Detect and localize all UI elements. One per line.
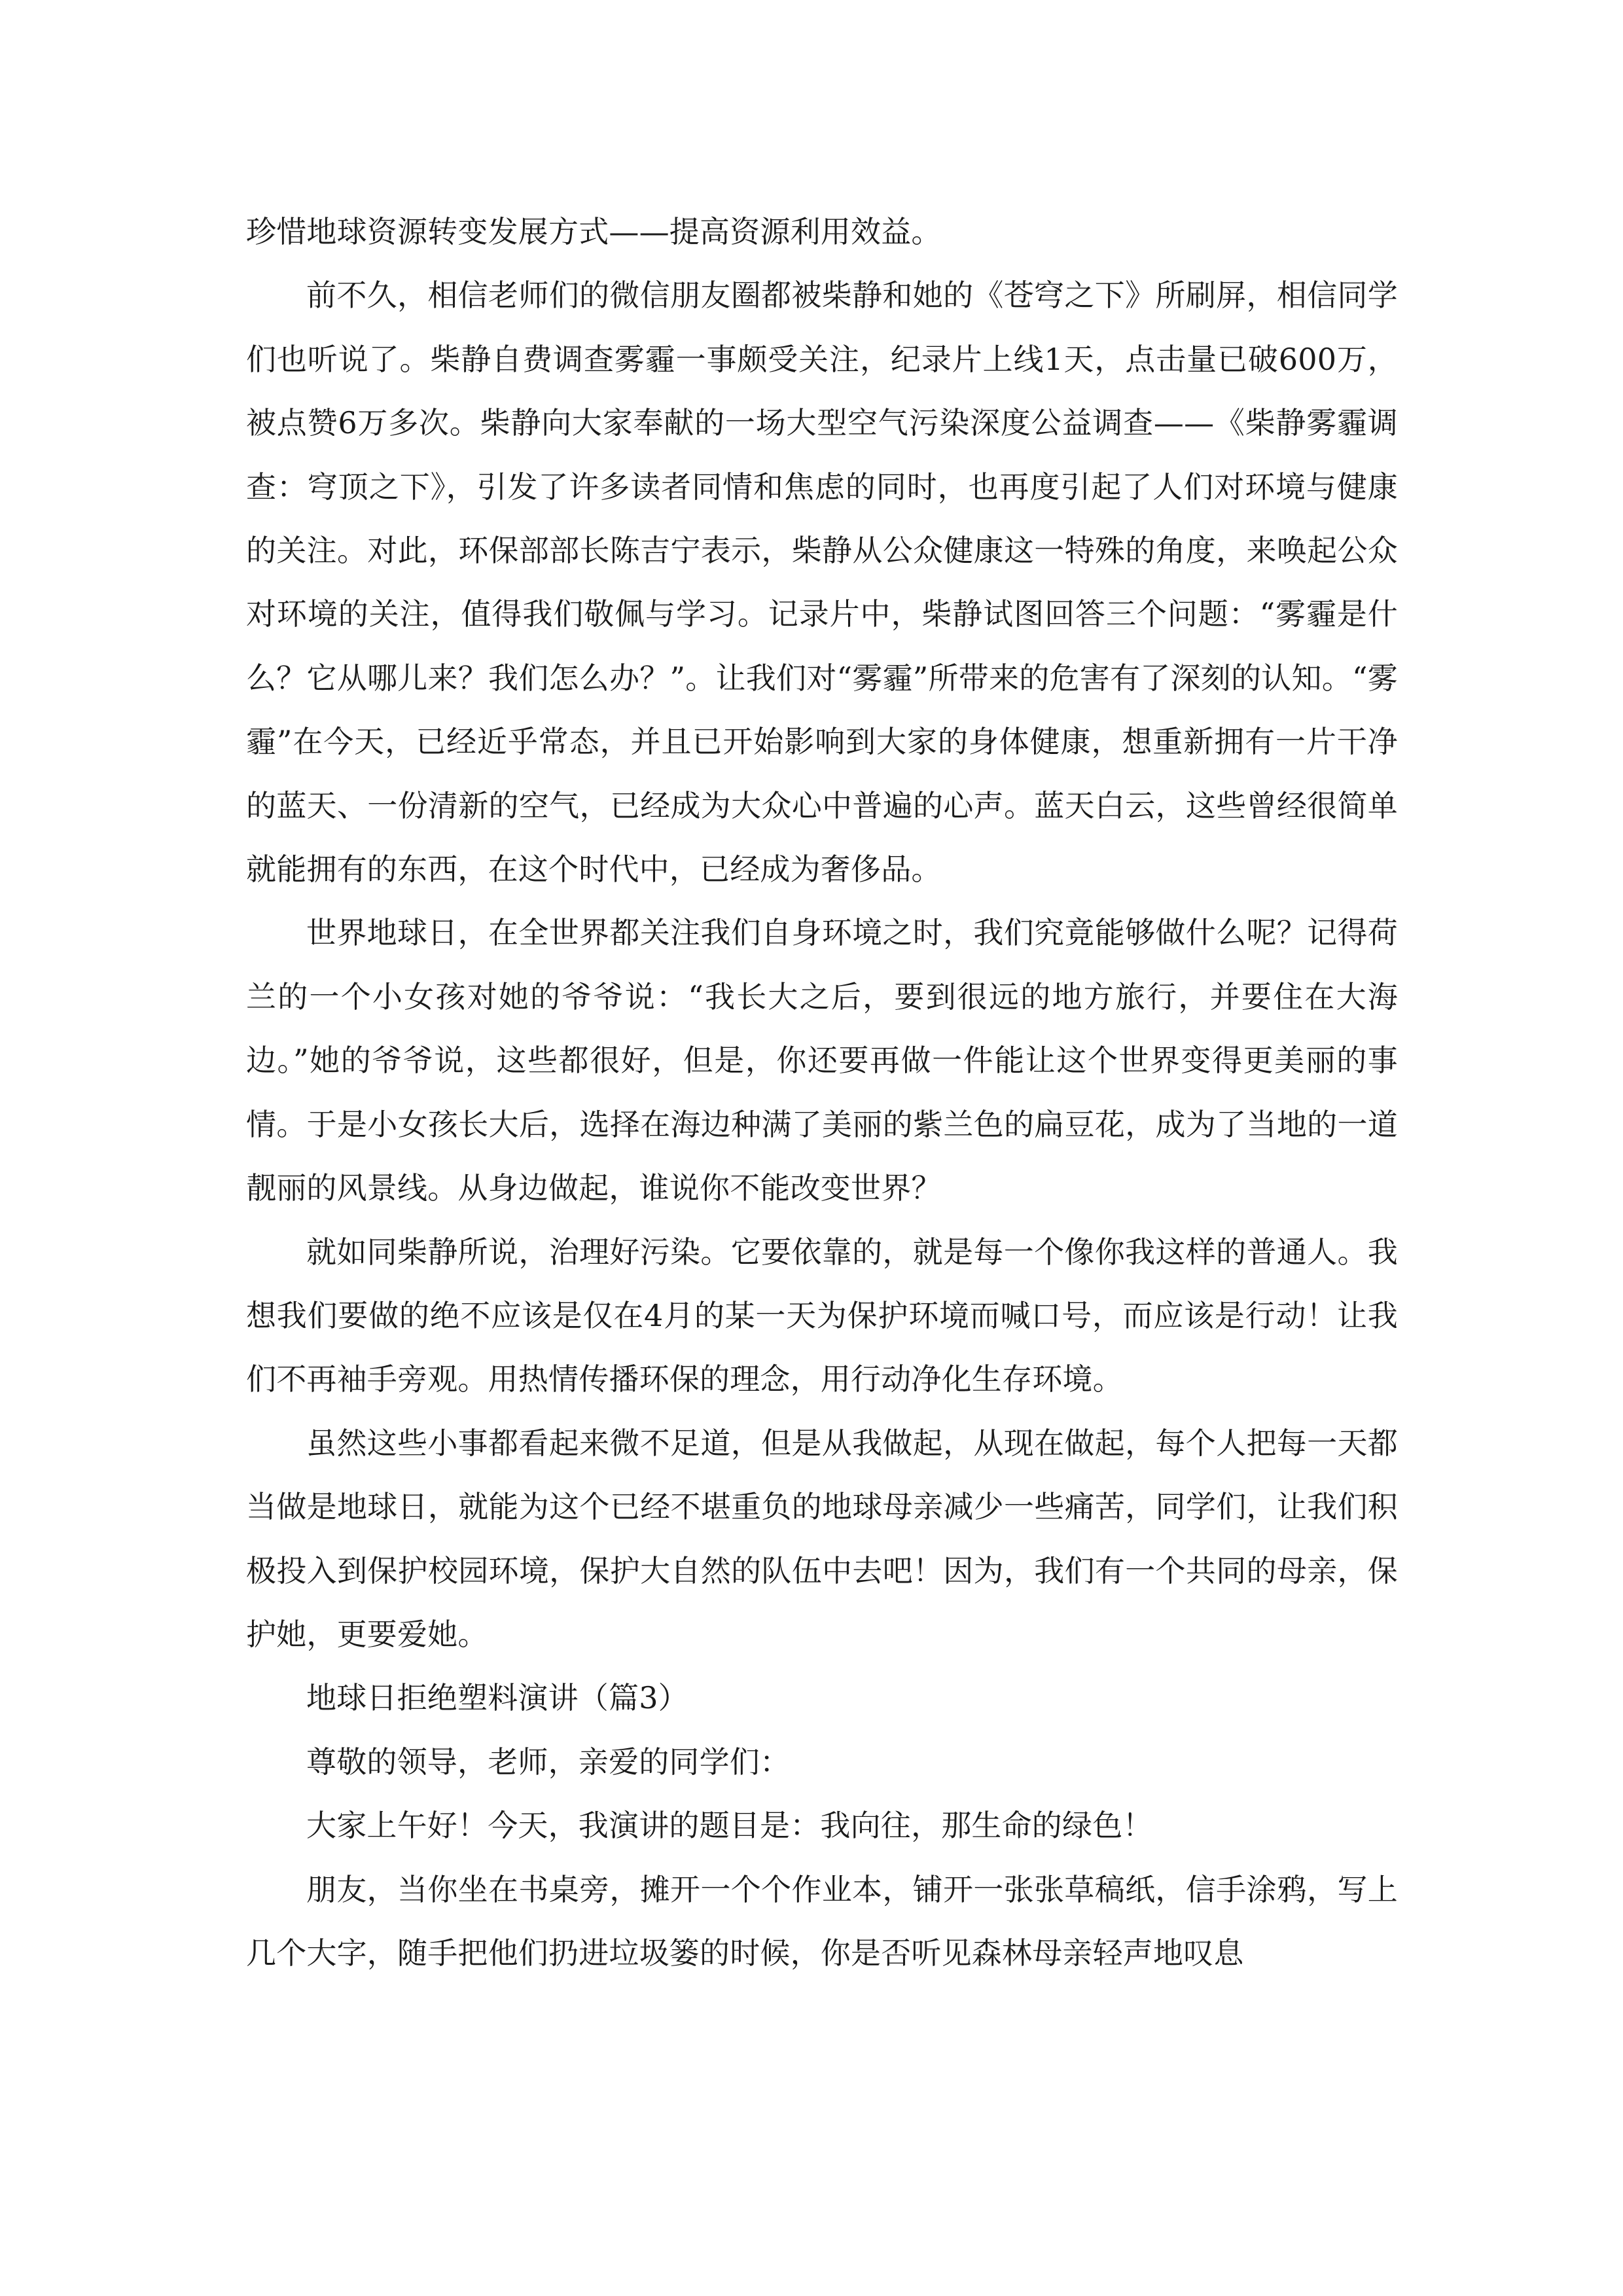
paragraph-earth-day-story: 世界地球日，在全世界都关注我们自身环境之时，我们究竟能够做什么呢？记得荷兰的一个小女孩对她的爷爷说：“我长大之后，要到很远的地方旅行，并要住在大海边。”她的爷爷说，这些都很好，但是，你还要再做一件能让这个世界变得更美丽的事情。于是小女孩长大后，选择在海边种满了美丽的紫兰色的扁豆花，成为了当地的一道靓丽的风景线。从身边做起，谁说你不能改变世界？ (246, 915, 1398, 1206)
paragraph-forest-mother: 朋友，当你坐在书桌旁，摊开一个个作业本，铺开一张张草稿纸，信手涂鸦，写上几个大字，随手把他们扔进垃圾篓的时候，你是否听见森林母亲轻声地叹息 (246, 1871, 1398, 1971)
paragraph-chai-jing-documentary: 前不久，相信老师们的微信朋友圈都被柴静和她的《苍穹之下》所刷屏，相信同学们也听说了。柴静自费调查雾霾一事颇受关注，纪录片上线1天，点击量已破600万，被点赞6万多次。柴静向大家奉献的一场大型空气污染深度公益调查——《柴静雾霾调查：穹顶之下》，引发了许多读者同情和焦虑的同时，也再度引起了人们对环境与健康的关注。对此，环保部部长陈吉宁表示，柴静从公众健康这一特殊的角度，来唤起公众对环境的关注，值得我们敬佩与学习。记录片中，柴静试图回答三个问题：“雾霾是什么？它从哪儿来？我们怎么办？”。让我们对“雾霾”所带来的危害有了深刻的认知。“雾霾”在今天，已经近乎常态，并且已开始影响到大家的身体健康，想重新拥有一片干净的蓝天、一份清新的空气，已经成为大众心中普遍的心声。蓝天白云，这些曾经很简单就能拥有的东西，在这个时代中，已经成为奢侈品。 (246, 278, 1398, 888)
salutation: 尊敬的领导，老师，亲爱的同学们： (306, 1744, 791, 1780)
document-body (246, 200, 1398, 1985)
paragraph-continuation: 珍惜地球资源转变发展方式——提高资源利用效益。 (246, 214, 942, 249)
section-heading: 地球日拒绝塑料演讲（篇3） (306, 1680, 688, 1716)
speech-opening: 大家上午好！今天，我演讲的题目是：我向往，那生命的绿色！ (306, 1808, 1153, 1844)
paragraph-take-action: 就如同柴静所说，治理好污染。它要依靠的，就是每一个像你我这样的普通人。我想我们要做的绝不应该是仅在4月的某一天为保护环境而喊口号，而应该是行动！让我们不再袖手旁观。用热情传播环保的理念，用行动净化生存环境。 (246, 1234, 1398, 1397)
paragraph-call-to-action: 虽然这些小事都看起来微不足道，但是从我做起，从现在做起，每个人把每一天都当做是地球日，就能为这个已经不堪重负的地球母亲减少一些痛苦，同学们，让我们积极投入到保护校园环境，保护大自然的队伍中去吧！因为，我们有一个共同的母亲，保护她，更要爱她。 (246, 1425, 1398, 1652)
